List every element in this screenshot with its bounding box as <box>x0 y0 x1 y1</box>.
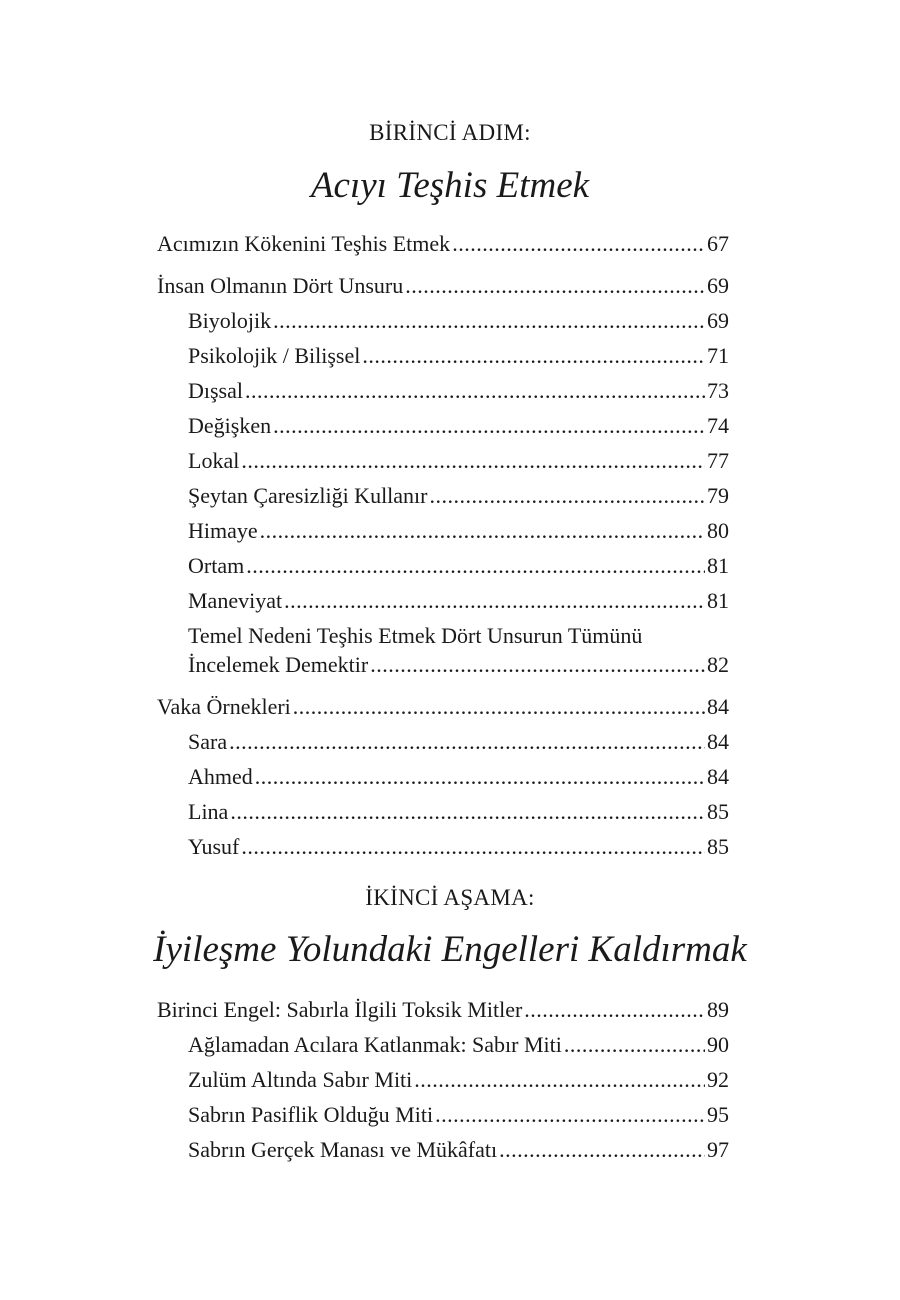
toc-entry-title: Yusuf <box>188 834 240 859</box>
toc-entry-page: 80 <box>707 518 729 543</box>
toc-entry-page: 95 <box>707 1102 729 1127</box>
toc-entry-title: Sabrın Pasiflik Olduğu Miti <box>188 1102 434 1127</box>
dot-leader <box>260 516 705 546</box>
part-label: İKİNCİ AŞAMA: <box>365 885 535 910</box>
dot-leader <box>430 481 706 511</box>
toc-subentry <box>188 446 729 476</box>
toc-entry <box>157 229 729 259</box>
toc-subentry <box>188 727 729 757</box>
toc-entry-title: Birinci Engel: Sabırla İlgili Toksik Mitler <box>157 997 523 1022</box>
dot-leader <box>273 411 705 441</box>
dot-leader <box>499 1135 705 1165</box>
dot-leader <box>435 1100 705 1130</box>
dot-leader <box>241 446 705 476</box>
toc-entry-title: Himaye <box>188 518 258 543</box>
toc-entry-title: Lokal <box>188 448 240 473</box>
toc-subentry <box>188 306 729 336</box>
toc-entry-page: 85 <box>707 799 729 824</box>
toc-entry-page: 81 <box>707 553 729 578</box>
toc-entry-page: 97 <box>707 1137 729 1162</box>
toc-entry-page: 82 <box>707 652 729 677</box>
toc-entry-title: Şeytan Çaresizliği Kullanır <box>188 483 428 508</box>
toc-entry-title: Sara <box>188 729 228 754</box>
toc-subentry <box>188 411 729 441</box>
toc-entry-page: 89 <box>707 997 729 1022</box>
toc-entry-page: 77 <box>707 448 729 473</box>
part-title: İyileşme Yolundaki Engelleri Kaldırmak <box>153 929 747 970</box>
toc-entry <box>157 271 729 301</box>
toc-entry-page: 84 <box>707 764 729 789</box>
toc-entry-page: 71 <box>707 343 729 368</box>
toc-subentry <box>188 1065 729 1095</box>
toc-subentry <box>188 376 729 406</box>
dot-leader <box>524 995 705 1025</box>
toc-entry-title: Biyolojik <box>188 308 272 333</box>
toc-entry-title: Değişken <box>188 413 272 438</box>
toc-subentry <box>188 1135 729 1165</box>
dot-leader <box>362 341 705 371</box>
toc-entry-title: Acımızın Kökenini Teşhis Etmek <box>157 231 451 256</box>
toc-subentry <box>188 797 729 827</box>
toc-entry-title-line2: İncelemek Demektir <box>188 652 369 677</box>
toc-entry <box>157 692 729 722</box>
toc-entry-page: 84 <box>707 694 729 719</box>
toc-entry-page: 69 <box>707 273 729 298</box>
toc-subentry <box>188 341 729 371</box>
dot-leader <box>229 727 705 757</box>
toc-entry-page: 67 <box>707 231 729 256</box>
toc-entry-title: Vaka Örnekleri <box>157 694 291 719</box>
dot-leader <box>293 692 705 722</box>
toc-entry-title: Psikolojik / Bilişsel <box>188 343 361 368</box>
toc-entry-title: Maneviyat <box>188 588 283 613</box>
part-label: BİRİNCİ ADIM: <box>369 120 531 145</box>
toc-entry-title: Ortam <box>188 553 245 578</box>
toc-entry <box>157 995 729 1025</box>
dot-leader <box>405 271 705 301</box>
dot-leader <box>246 551 705 581</box>
toc-entry-title: Lina <box>188 799 229 824</box>
toc-subentry <box>188 1030 729 1060</box>
toc-entry-page: 85 <box>707 834 729 859</box>
toc-entry-page: 74 <box>707 413 729 438</box>
toc-subentry <box>188 650 729 680</box>
toc-entry-title: Ahmed <box>188 764 253 789</box>
toc-subentry <box>188 481 729 511</box>
toc-entry-title-line1: Temel Nedeni Teşhis Etmek Dört Unsurun Tümünü <box>188 623 643 648</box>
dot-leader <box>452 229 705 259</box>
dot-leader <box>241 832 705 862</box>
toc-entry-title: Dışsal <box>188 378 243 403</box>
toc-entry-page: 73 <box>707 378 729 403</box>
dot-leader <box>245 376 705 406</box>
toc-entry-title: Sabrın Gerçek Manası ve Mükâfatı <box>188 1137 498 1162</box>
toc-entry-page: 81 <box>707 588 729 613</box>
toc-entry-title: İnsan Olmanın Dört Unsuru <box>157 273 404 298</box>
dot-leader <box>370 650 705 680</box>
dot-leader <box>273 306 705 336</box>
toc-entry-page: 84 <box>707 729 729 754</box>
toc-subentry <box>188 586 729 616</box>
toc-subentry <box>188 1100 729 1130</box>
toc-entry-title: Ağlamadan Acılara Katlanmak: Sabır Miti <box>188 1032 562 1057</box>
toc-subentry <box>188 516 729 546</box>
toc-subentry <box>188 762 729 792</box>
dot-leader <box>255 762 705 792</box>
dot-leader <box>230 797 705 827</box>
dot-leader <box>284 586 705 616</box>
toc-entry-page: 92 <box>707 1067 729 1092</box>
dot-leader <box>414 1065 705 1095</box>
toc-subentry <box>188 551 729 581</box>
part-title: Acıyı Teşhis Etmek <box>310 165 590 206</box>
toc-subentry <box>188 832 729 862</box>
toc-entry-page: 90 <box>707 1032 729 1057</box>
toc-entry-page: 69 <box>707 308 729 333</box>
toc-entry-title: Zulüm Altında Sabır Miti <box>188 1067 413 1092</box>
dot-leader <box>564 1030 705 1060</box>
toc-entry-page: 79 <box>707 483 729 508</box>
